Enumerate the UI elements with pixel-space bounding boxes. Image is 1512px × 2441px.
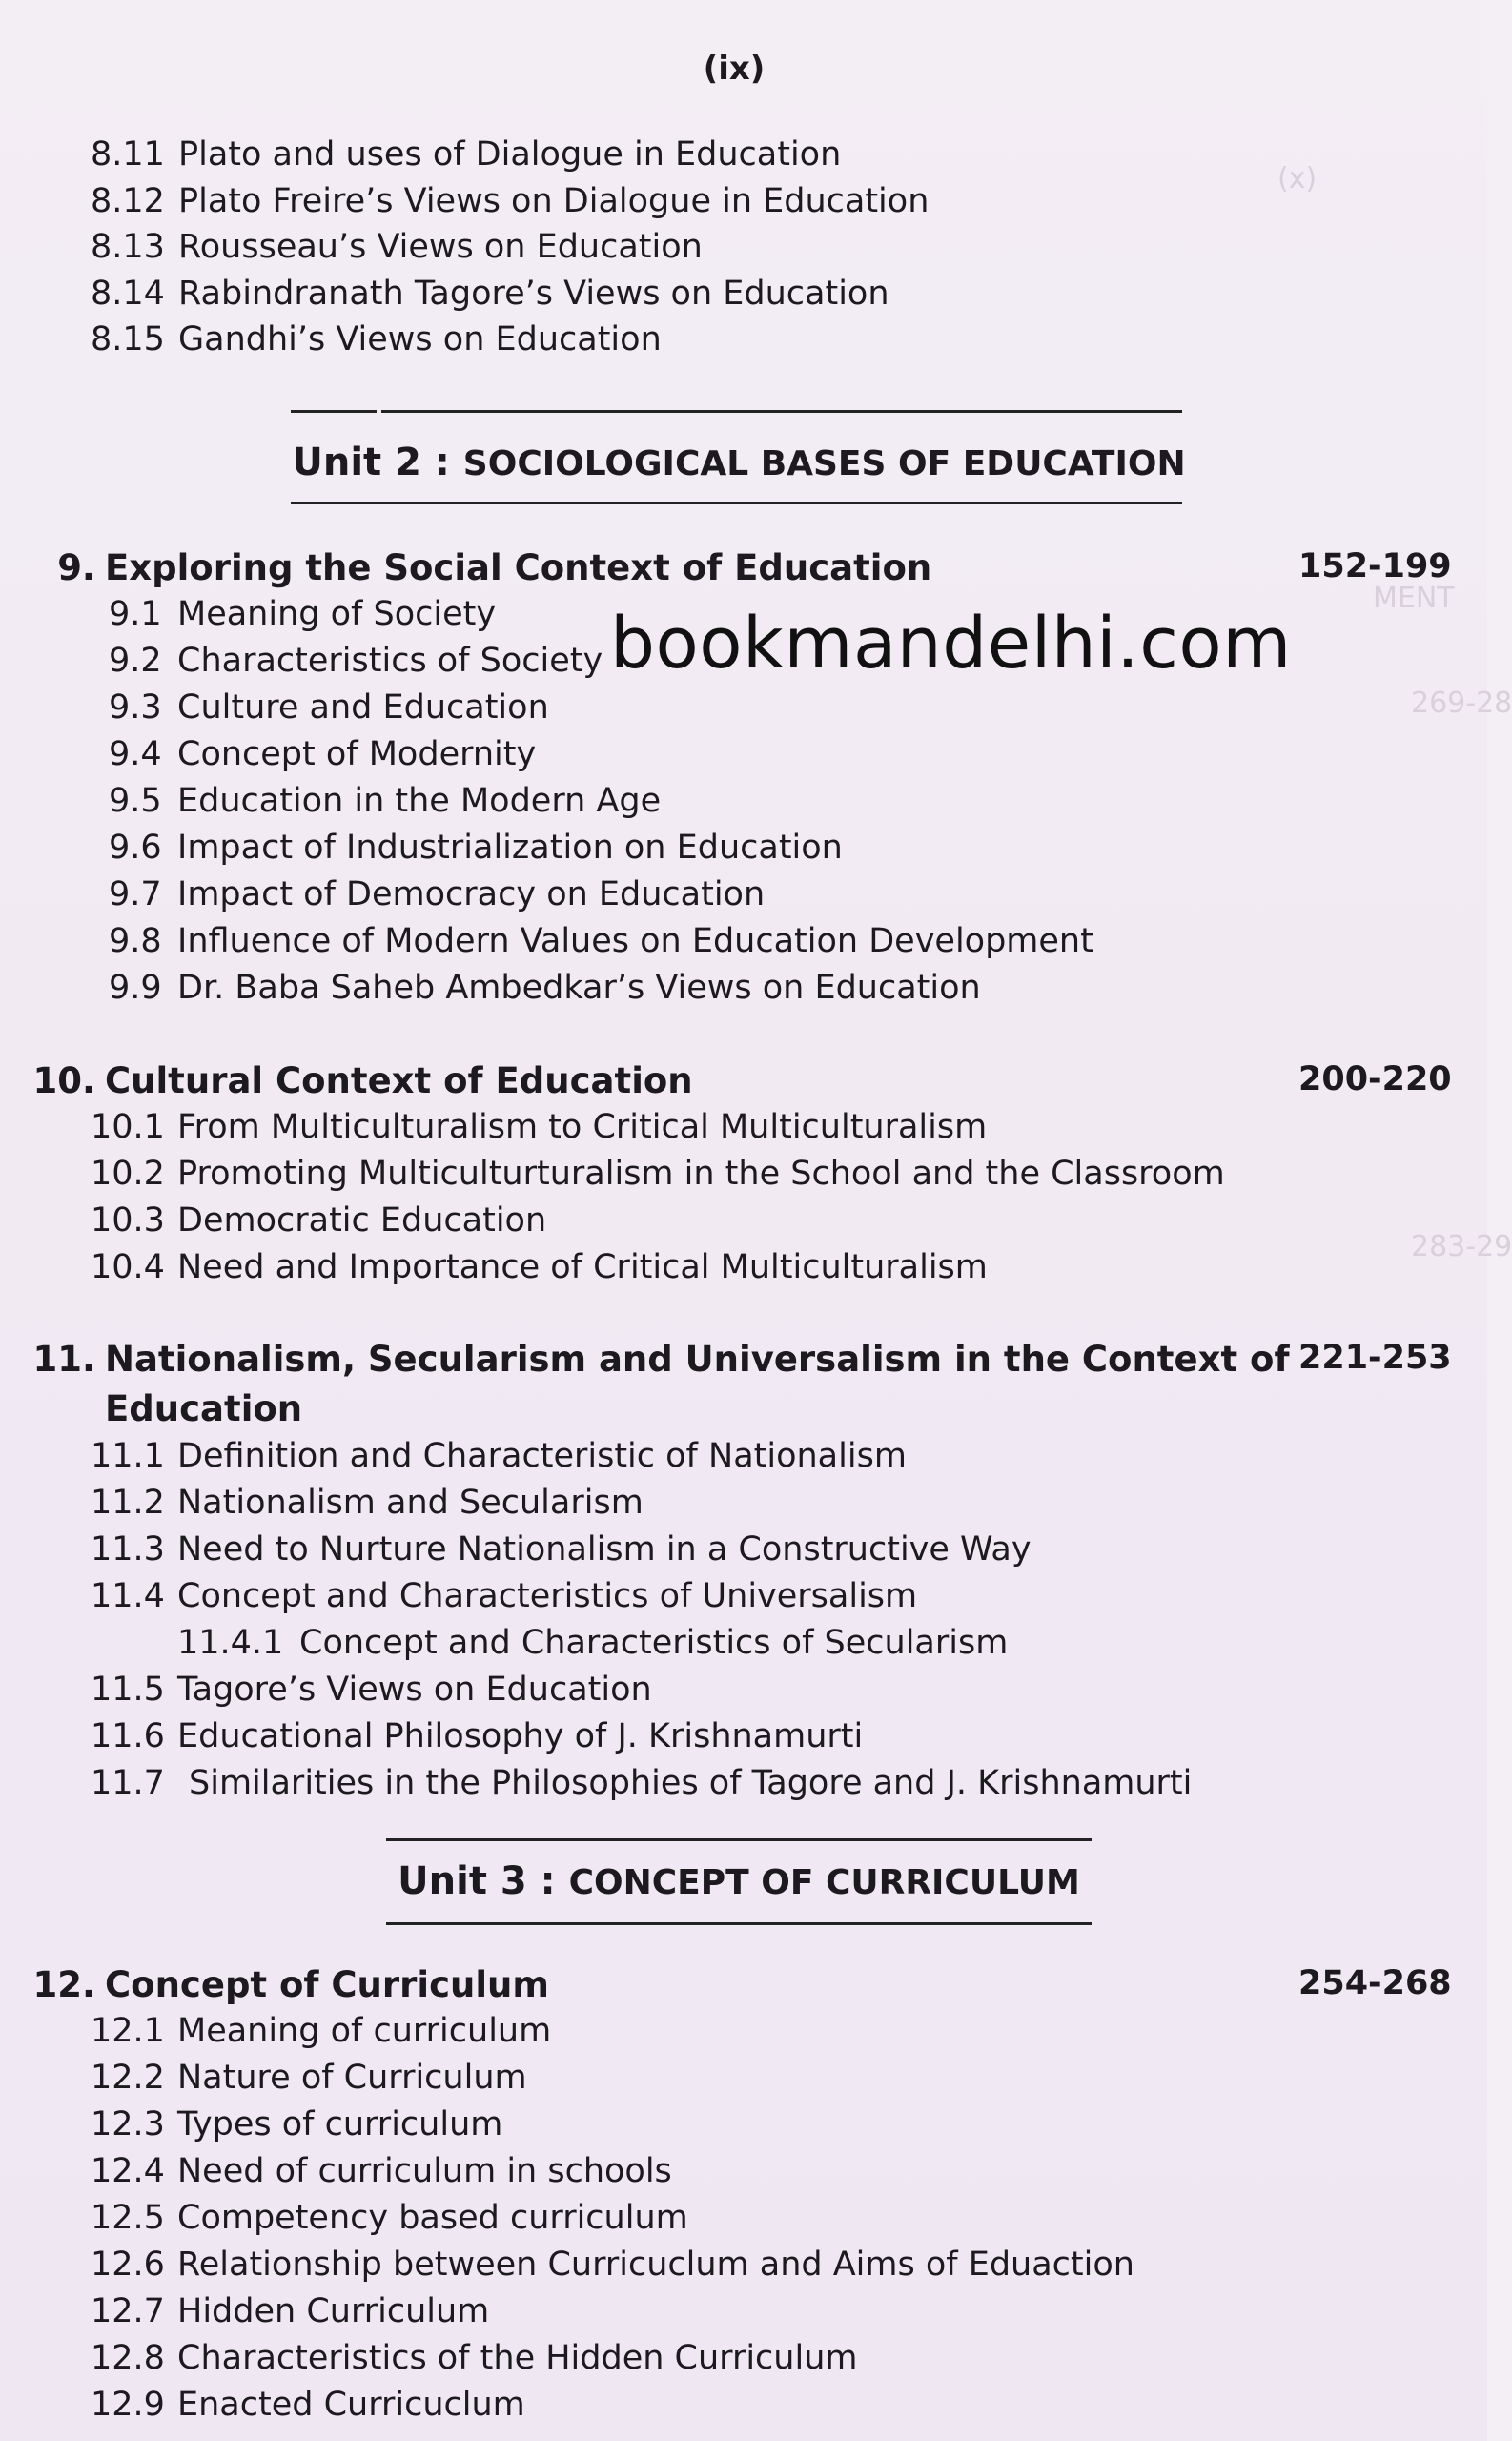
toc-entry: 11.1 Definition and Characteristic of Nationalism [91, 1437, 907, 1475]
chapter-pages: 221-253 [1298, 1339, 1452, 1377]
toc-entry: 8.12 Plato Freire’s Views on Dialogue in Education [91, 182, 930, 220]
bleed-through-text: 283-29 [1411, 1230, 1512, 1263]
toc-entry: 8.11 Plato and uses of Dialogue in Education [91, 135, 842, 174]
unit-label: Unit 3 : [398, 1859, 569, 1903]
toc-entry: 12.8 Characteristics of the Hidden Curriculum [91, 2339, 858, 2377]
toc-entry: 12.9 Enacted Curricuclum [91, 2386, 525, 2424]
toc-entry: 9.6 Impact of Industrialization on Education [109, 829, 843, 867]
toc-entry: 8.14 Rabindranath Tagore’s Views on Education [91, 275, 889, 313]
chapter-heading: 11. Nationalism, Secularism and Universalism in the Context of [32, 1339, 1290, 1380]
bleed-through-text: (x) [1277, 162, 1318, 195]
toc-entry: 10.1 From Multiculturalism to Critical Multiculturalism [91, 1108, 988, 1146]
toc-entry: 11.2 Nationalism and Secularism [91, 1484, 644, 1522]
divider [381, 410, 1182, 413]
toc-entry: 12.1 Meaning of curriculum [91, 2012, 552, 2050]
chapter-pages: 152-199 [1298, 547, 1452, 585]
toc-entry: 8.15 Gandhi’s Views on Education [91, 320, 662, 359]
chapter-pages: 200-220 [1298, 1060, 1452, 1098]
unit-title: CONCEPT OF CURRICULUM [568, 1863, 1080, 1902]
unit-title: SOCIOLOGICAL BASES OF EDUCATION [462, 444, 1186, 483]
toc-entry: 10.4 Need and Importance of Critical Multiculturalism [91, 1248, 988, 1286]
toc-entry: 12.4 Need of curriculum in schools [91, 2152, 672, 2190]
divider [291, 410, 377, 413]
chapter-heading: 9. Exploring the Social Context of Education [57, 547, 932, 588]
toc-subentry: 11.4.1 Concept and Characteristics of Secularism [177, 1624, 1009, 1662]
unit-label: Unit 2 : [292, 441, 463, 484]
chapter-heading: 12. Concept of Curriculum [32, 1964, 549, 2005]
chapter-pages: 254-268 [1298, 1964, 1452, 2002]
watermark-text: bookmandelhi.com [610, 603, 1292, 685]
toc-entry: 9.1 Meaning of Society [109, 595, 497, 633]
toc-entry: 11.4 Concept and Characteristics of Universalism [91, 1577, 918, 1615]
toc-entry: 9.9 Dr. Baba Saheb Ambedkar’s Views on Education [109, 969, 981, 1007]
toc-entry: 12.6 Relationship between Curricuclum and Aims of Eduaction [91, 2246, 1134, 2284]
chapter-heading: 10. Cultural Context of Education [32, 1060, 693, 1101]
toc-entry: 9.8 Influence of Modern Values on Education Development [109, 922, 1093, 960]
toc-entry: 12.2 Nature of Curriculum [91, 2059, 527, 2097]
toc-entry: 9.2 Characteristics of Society [109, 642, 603, 680]
divider [386, 1838, 1092, 1841]
toc-entry: 12.5 Competency based curriculum [91, 2199, 688, 2237]
chapter-heading-continued: Education [105, 1388, 303, 1429]
toc-entry: 10.2 Promoting Multiculturturalism in the School and the Classroom [91, 1155, 1225, 1193]
toc-entry: 8.13 Rousseau’s Views on Education [91, 228, 703, 266]
toc-entry: 12.3 Types of curriculum [91, 2105, 503, 2144]
divider [386, 1922, 1092, 1925]
bleed-through-text: MENT [1373, 582, 1455, 615]
toc-entry: 9.5 Education in the Modern Age [109, 782, 662, 820]
toc-entry: 12.7 Hidden Curriculum [91, 2292, 490, 2330]
bleed-through-text: 269-28 [1411, 687, 1512, 720]
toc-entry: 11.6 Educational Philosophy of J. Krishnamurti [91, 1717, 864, 1755]
page-number: (ix) [703, 50, 766, 88]
toc-entry: 11.7 Similarities in the Philosophies of Tagore and J. Krishnamurti [91, 1764, 1193, 1802]
toc-entry: 11.5 Tagore’s Views on Education [91, 1671, 652, 1709]
toc-entry: 11.3 Need to Nurture Nationalism in a Constructive Way [91, 1530, 1032, 1569]
toc-entry: 9.3 Culture and Education [109, 688, 549, 727]
toc-entry: 9.4 Concept of Modernity [109, 735, 537, 773]
toc-entry: 9.7 Impact of Democracy on Education [109, 875, 766, 913]
toc-entry: 10.3 Democratic Education [91, 1201, 547, 1240]
divider [291, 502, 1182, 504]
